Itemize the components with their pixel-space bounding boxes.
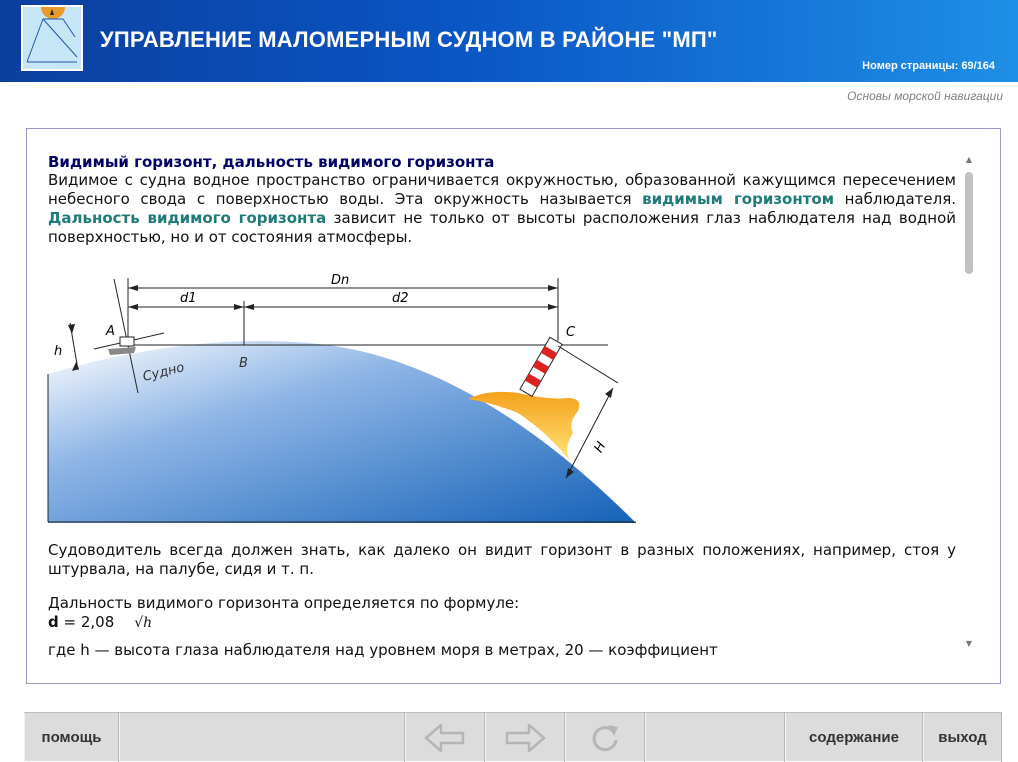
label-h-big: H (591, 439, 610, 456)
p1-text-c: зависит не только от высоты расположения глаз наблюдателя над водной поверхностью, но и от состояния атмосферы. (48, 209, 957, 246)
article (48, 153, 957, 659)
toolbar-spacer (119, 713, 405, 762)
formula-rest: = 2,08 (58, 613, 115, 631)
bottom-toolbar (24, 712, 1002, 761)
label-dn: Dn (331, 273, 350, 288)
help-button-label: помощь (41, 729, 102, 746)
scroll-up-arrow-icon[interactable]: ▲ (965, 155, 973, 164)
p1-text-a: Видимое с судна водное пространство ограничивается окружностью, образованной кажущимся пересечением небесного свода с поверхностью воды. Эта окружность называется (48, 171, 956, 208)
page-counter: Номер страницы: 69/164 (862, 60, 995, 72)
label-b: B (239, 356, 248, 371)
label-d1: d1 (180, 291, 197, 306)
section-title: Основы морской навигации (847, 89, 1003, 103)
vertical-scrollbar[interactable] (964, 155, 974, 649)
toolbar-spacer-2 (645, 713, 785, 762)
term-horizon-range: Дальность видимого горизонта (48, 209, 327, 227)
term-visible-horizon: видимым горизонтом (642, 190, 834, 208)
app-title: УПРАВЛЕНИЕ МАЛОМЕРНЫМ СУДНОМ В РАЙОНЕ "МП" (100, 27, 718, 52)
horizon-diagram (48, 263, 636, 525)
article-paragraph-3: Дальность видимого горизонта определяется по формуле: (48, 594, 520, 612)
app-logo (21, 5, 83, 71)
content-panel (26, 128, 1001, 684)
article-heading: Видимый горизонт, дальность видимого горизонта (48, 153, 495, 171)
help-button[interactable] (24, 713, 119, 762)
arrow-right-icon (503, 721, 547, 755)
formula-sqrt: √h (134, 615, 153, 631)
forward-button[interactable] (485, 713, 565, 762)
arrow-left-icon (423, 721, 467, 755)
scroll-thumb[interactable] (965, 172, 973, 274)
contents-button[interactable] (785, 713, 923, 762)
back-button[interactable] (405, 713, 485, 762)
label-c: C (566, 325, 576, 340)
article-paragraph-4: где h — высота глаза наблюдателя над уровнем моря в метрах, 20 — коэффициент (48, 641, 718, 659)
article-paragraph-2: Судоводитель всегда должен знать, как далеко он видит горизонт в разных положениях, например, стоя у штурвала, на палубе, сидя и т. п. (48, 541, 956, 578)
exit-button[interactable] (923, 713, 1002, 762)
formula (48, 613, 956, 633)
article-paragraph-1 (48, 171, 956, 247)
exit-button-label: выход (938, 729, 987, 746)
reload-button[interactable] (565, 713, 645, 762)
label-h-small: h (54, 344, 63, 359)
p1-text-b: наблюдателя. (834, 190, 956, 208)
refresh-icon (588, 721, 622, 755)
contents-button-label: содержание (809, 729, 899, 746)
label-ship: Судно (141, 360, 186, 385)
app-header (0, 0, 1018, 82)
label-d2: d2 (392, 291, 409, 306)
formula-var: d (48, 613, 59, 631)
label-a: A (106, 324, 115, 339)
scroll-down-arrow-icon[interactable]: ▼ (965, 639, 973, 648)
